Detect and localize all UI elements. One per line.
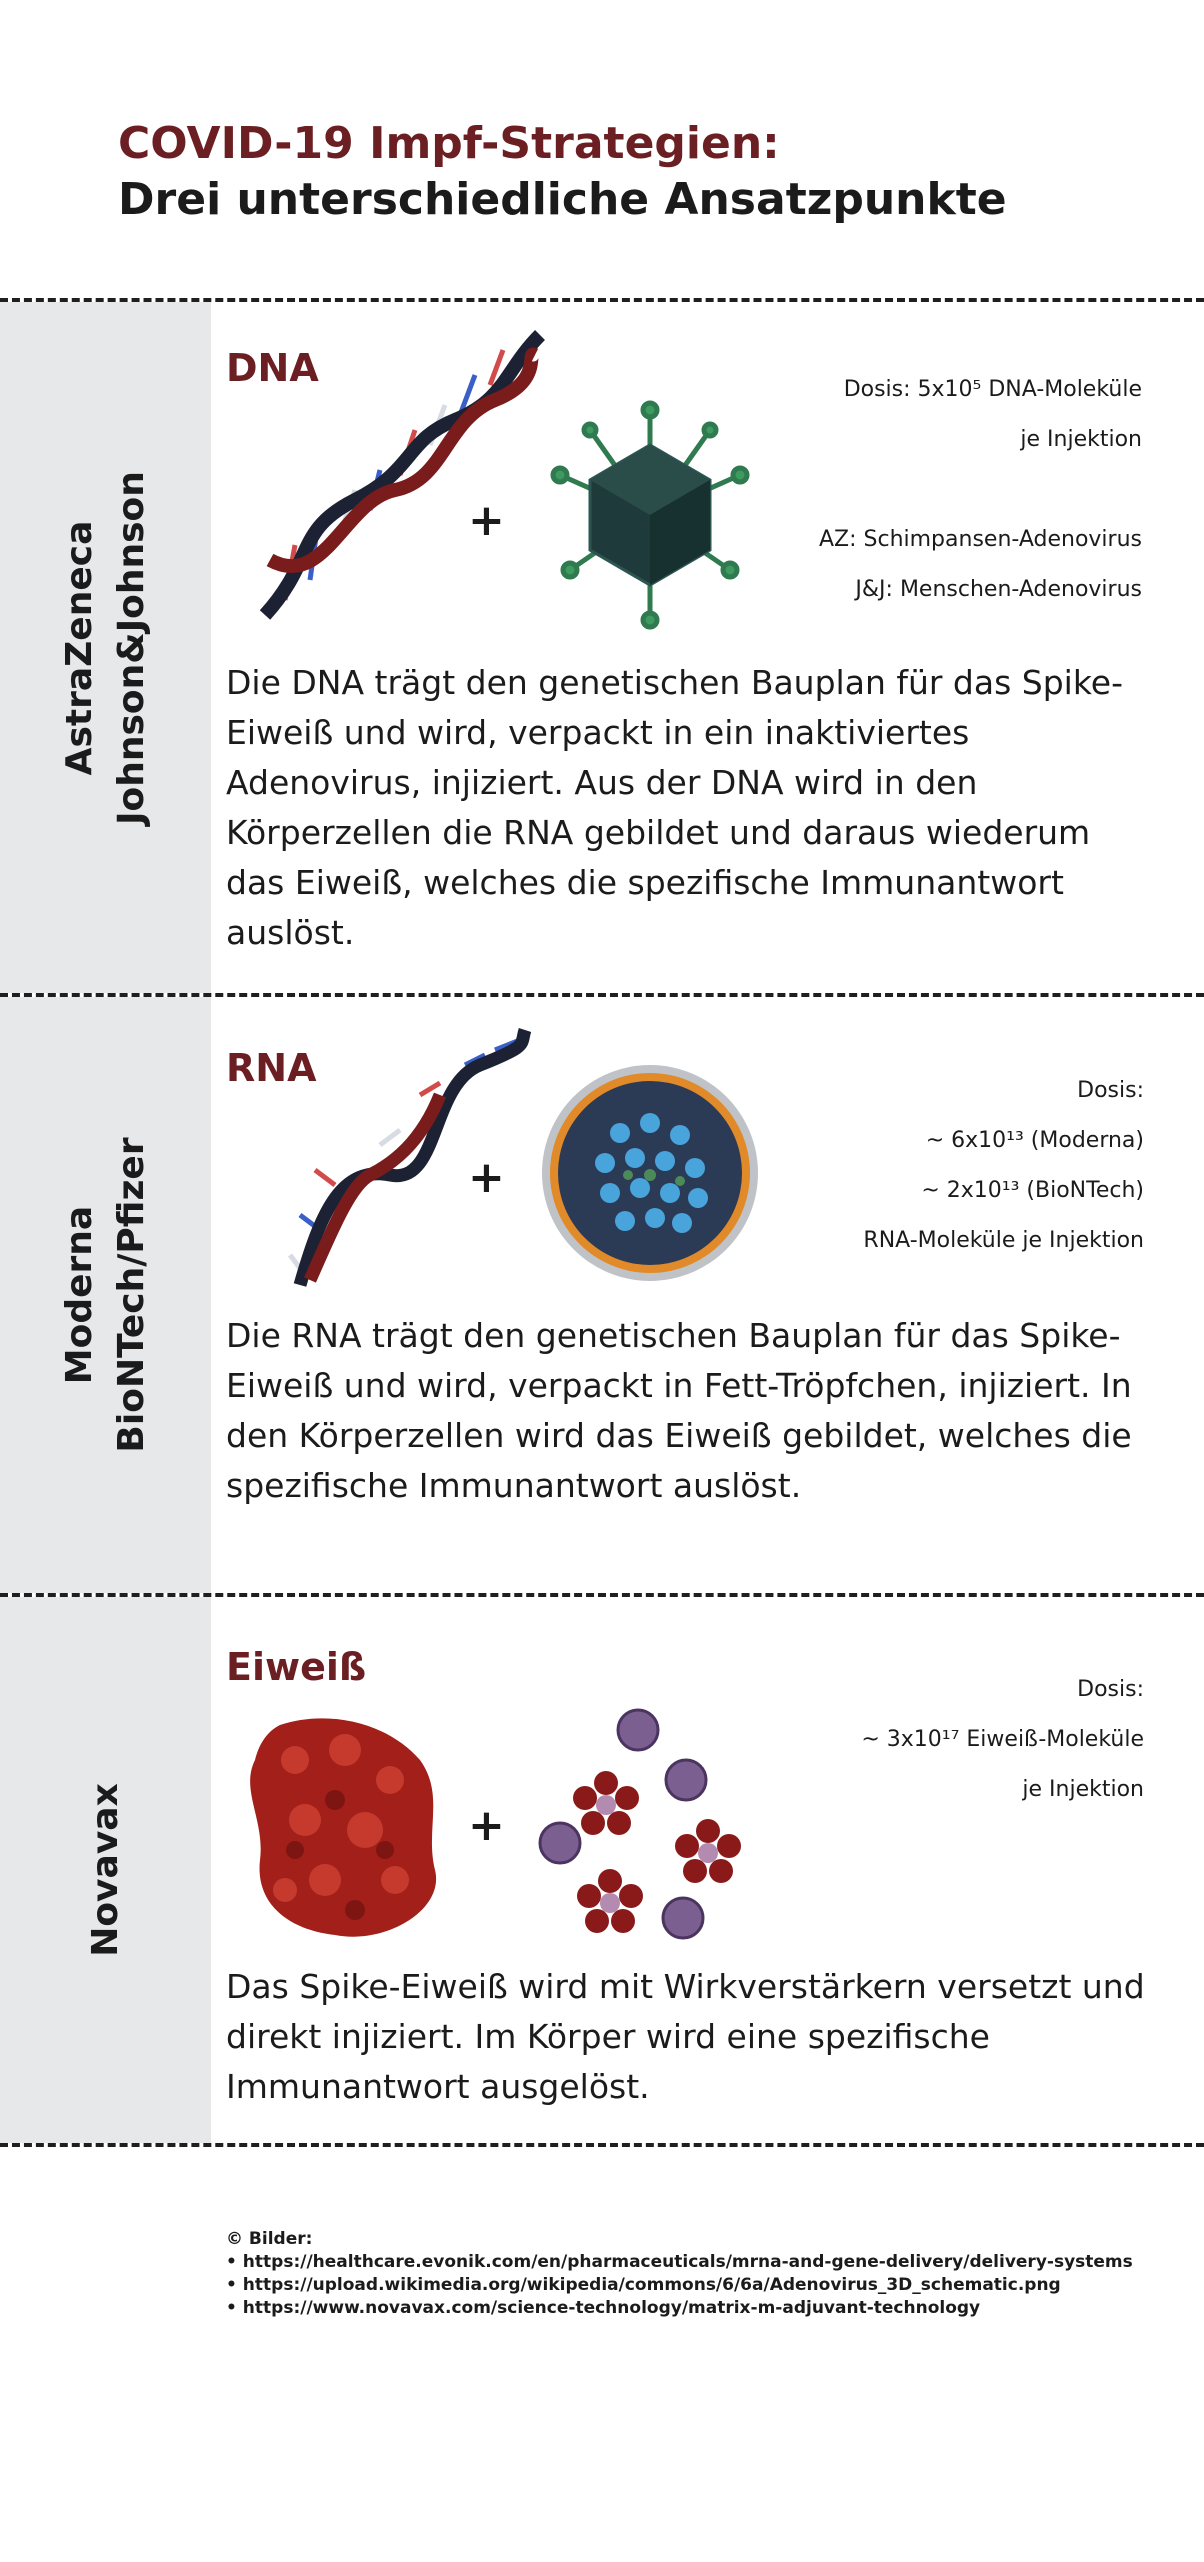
vendor-label: Novavax: [84, 1783, 126, 1957]
credit-link: • https://upload.wikimedia.org/wikipedia/commons/6/6a/Adenovirus_3D_schematic.png: [226, 2274, 1133, 2297]
vendor-band: [0, 997, 211, 1593]
vendor-label: AstraZeneca Johnson&Johnson: [58, 470, 152, 825]
section-heading: DNA: [226, 346, 319, 390]
adjuvant-nanoparticle-icon: [538, 1705, 758, 1950]
image-credits: [226, 2228, 1133, 2320]
section-description: Das Spike-Eiweiß wird mit Wirkverstärkern versetzt und direkt injiziert. Im Körper wird eine spezifische Immunantwort ausgelöst.: [226, 1967, 1145, 2106]
section-description: Die RNA trägt den genetischen Bauplan für das Spike-Eiweiß und wird, verpackt in Fett-Tröpfchen, injiziert. In den Körperzellen wird das Eiweiß gebildet, welches die spezifische Immunantwort auslöst.: [226, 1316, 1132, 1505]
plus-sign: +: [468, 1800, 505, 1851]
page-title: [118, 116, 1007, 228]
adenovirus-icon: [550, 400, 750, 630]
dose-info: Dosis: ~ 3x10¹⁷ Eiweiß-Moleküle je Injektion: [861, 1677, 1144, 1802]
credit-link: • https://www.novavax.com/science-technology/matrix-m-adjuvant-technology: [226, 2297, 1133, 2320]
title-line-1: COVID-19 Impf-Strategien:: [118, 118, 780, 169]
plus-sign: +: [468, 495, 505, 546]
vendor-band: [0, 1597, 211, 2143]
divider: [0, 2143, 1204, 2147]
credits-list: [226, 2251, 1133, 2320]
title-line-2: Drei unterschiedliche Ansatzpunkte: [118, 174, 1007, 225]
vendor-label: Moderna BioNTech/Pfizer: [58, 1137, 152, 1453]
credit-link: • https://healthcare.evonik.com/en/pharmaceuticals/mrna-and-gene-delivery/delivery-systems: [226, 2251, 1133, 2274]
dose-info: Dosis: 5x10⁵ DNA-Moleküle je Injektion AZ: Schimpansen-Adenovirus J&J: Menschen-Adenovirus: [818, 377, 1142, 602]
dose-info: Dosis: ~ 6x10¹³ (Moderna) ~ 2x10¹³ (BioNTech) RNA-Moleküle je Injektion: [863, 1078, 1144, 1253]
section-description: Die DNA trägt den genetischen Bauplan für das Spike-Eiweiß und wird, verpackt in ein inaktiviertes Adenovirus, injiziert. Aus der DNA wird in den Körperzellen die RNA gebildet und daraus wiederum das Eiweiß, welches die spezifische Immunantwort auslöst.: [226, 663, 1123, 952]
plus-sign: +: [468, 1152, 505, 1203]
section-heading: RNA: [226, 1046, 317, 1090]
lipid-nanoparticle-icon: [540, 1063, 760, 1283]
credits-heading: © Bilder:: [226, 2229, 313, 2249]
vendor-band: [0, 302, 211, 993]
dna-helix-icon: [255, 330, 545, 630]
section-heading: Eiweiß: [226, 1645, 367, 1689]
spike-protein-icon: [235, 1710, 445, 1950]
